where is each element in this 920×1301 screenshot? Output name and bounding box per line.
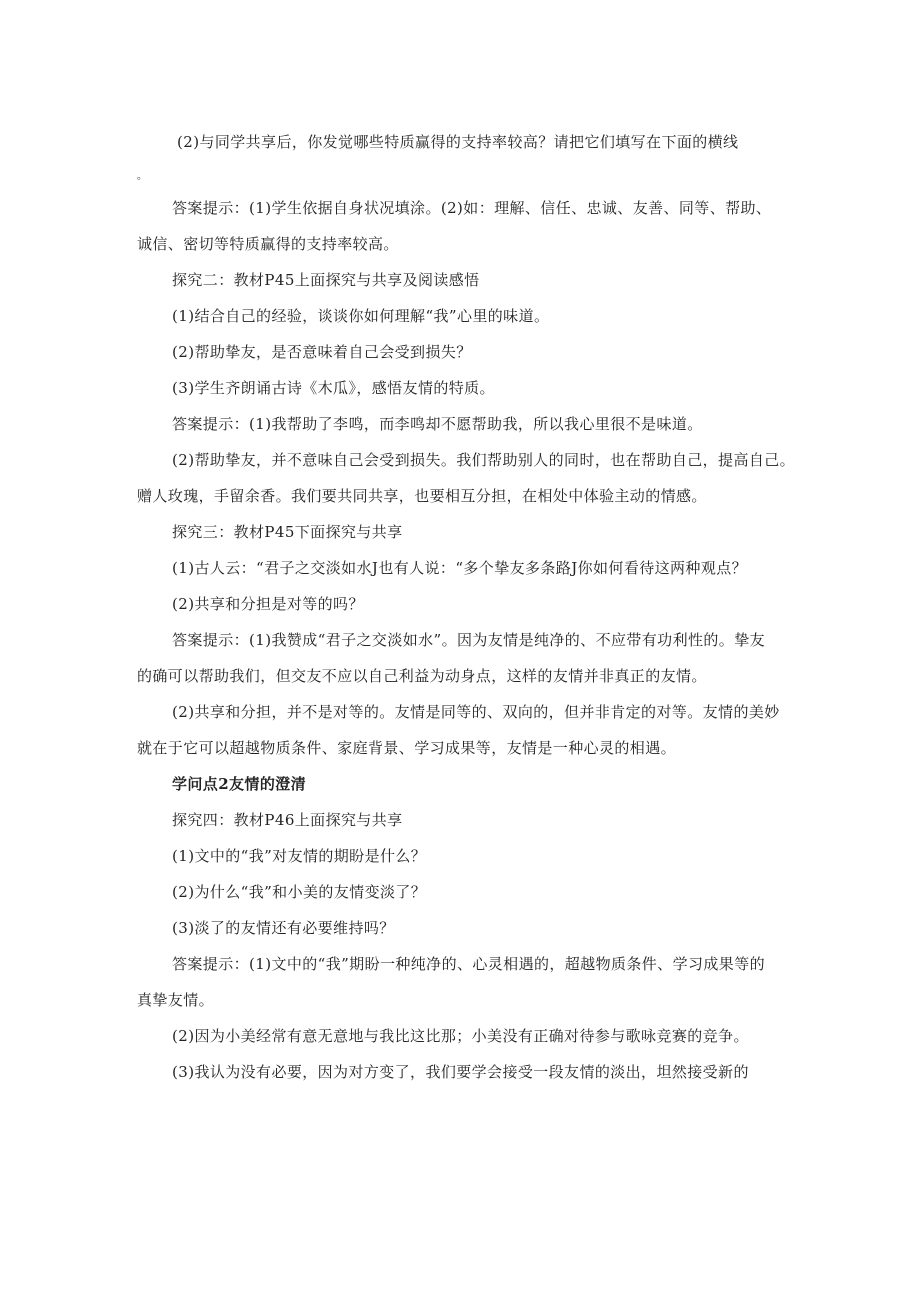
question: (1)结合自己的经验，谈谈你如何理解“我”心里的味道。 (172, 307, 550, 325)
question: (2)共享和分担是对等的吗？ (172, 595, 364, 613)
text-line: 的确可以帮助我们，但交友不应以自己利益为动身点，这样的友情并非真正的友情。 (137, 667, 707, 685)
text-line: 真挚友情。 (137, 991, 215, 1009)
question: (3)淡了的友情还有必要维持吗？ (172, 919, 395, 937)
text-line: (2)帮助挚友，并不意味自己会受到损失。我们帮助别人的同时，也在帮助自己，提高自己。 (172, 451, 796, 469)
text-line: 赠人玫瑰，手留余香。我们要共同共享，也要相互分担，在相处中体验主动的情感。 (137, 487, 707, 505)
question: (2)帮助挚友，是否意味着自己会受到损失？ (172, 343, 472, 361)
question: (1)文中的“我”对友情的期盼是什么？ (172, 847, 427, 865)
question: (1)古人云：“君子之交淡如水J也有人说：“多个挚友多条路J你如何看待这两种观点？ (172, 559, 748, 577)
text-line: (3)我认为没有必要，因为对方变了，我们要学会接受一段友情的淡出，坦然接受新的 (172, 1063, 749, 1081)
section-heading: 探究二：教材P45上面探究与共享及阅读感悟 (172, 271, 480, 289)
text-line: 就在于它可以超越物质条件、家庭背景、学习成果等，友情是一种心灵的相遇。 (137, 739, 677, 757)
text-line: 。 (137, 171, 148, 182)
question: (3)学生齐朗诵古诗《木瓜》，感悟友情的特质。 (172, 379, 495, 397)
section-heading: 探究四：教材P46上面探究与共享 (172, 811, 403, 829)
section-heading: 探究三：教材P45下面探究与共享 (172, 523, 403, 541)
text-line: 答案提示：(1)文中的“我”期盼一种纯净的、心灵相遇的，超越物质条件、学习成果等的 (172, 955, 765, 973)
text-line: (2)与同学共享后，你发觉哪些特质赢得的支持率较高？请把它们填写在下面的横线 (177, 133, 739, 151)
text-line: (2)因为小美经常有意无意地与我比这比那；小美没有正确对待参与歌咏竞赛的竞争。 (172, 1027, 749, 1045)
text-line: (2)共享和分担，并不是对等的。友情是同等的、双向的，但并非肯定的对等。友情的美妙 (172, 703, 780, 721)
knowledge-point-heading: 学问点2友情的澄清 (172, 775, 307, 793)
text-line: 答案提示：(1)学生依据自身状况填涂。(2)如：理解、信任、忠诚、友善、同等、帮助、 (172, 199, 772, 217)
question: (2)为什么“我”和小美的友情变淡了？ (172, 883, 427, 901)
text-line: 答案提示：(1)我帮助了李鸣，而李鸣却不愿帮助我，所以我心里很不是味道。 (172, 415, 703, 433)
text-line: 答案提示：(1)我赞成“君子之交淡如水”。因为友情是纯净的、不应带有功利性的。挚友 (172, 631, 765, 649)
text-line: 诚信、密切等特质赢得的支持率较高。 (137, 235, 399, 253)
